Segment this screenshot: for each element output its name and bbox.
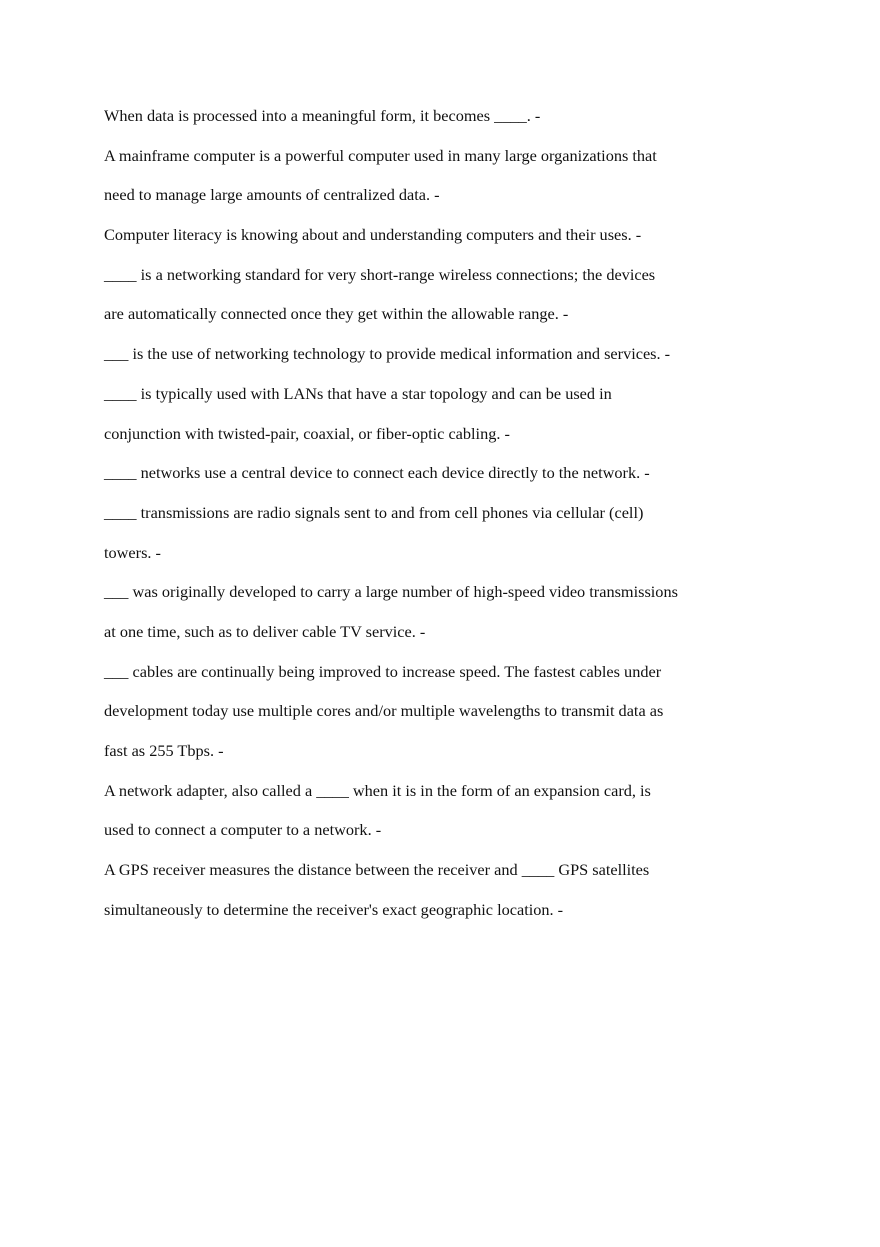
text-line: A network adapter, also called a ____ when it is in the form of an expansion card, is (104, 781, 651, 800)
text-line: When data is processed into a meaningful form, it becomes ____. - (104, 106, 541, 125)
text-line: are automatically connected once they get within the allowable range. - (104, 304, 569, 323)
text-line: ___ is the use of networking technology to provide medical information and services. - (104, 344, 671, 363)
text-line: need to manage large amounts of centralized data. - (104, 185, 440, 204)
text-line: ___ cables are continually being improved to increase speed. The fastest cables under (104, 662, 662, 681)
text-line: simultaneously to determine the receiver's exact geographic location. - (104, 900, 564, 919)
text-line: ___ was originally developed to carry a large number of high-speed video transmissions (104, 582, 678, 601)
text-line: ____ networks use a central device to connect each device directly to the network. - (104, 463, 650, 482)
text-line: ____ is typically used with LANs that have a star topology and can be used in (104, 384, 612, 403)
text-line: conjunction with twisted-pair, coaxial, or fiber-optic cabling. - (104, 424, 510, 443)
text-line: ____ transmissions are radio signals sent to and from cell phones via cellular (cell) (104, 503, 644, 522)
text-line: used to connect a computer to a network. - (104, 820, 382, 839)
text-line: A mainframe computer is a powerful computer used in many large organizations that (104, 146, 657, 165)
text-line: ____ is a networking standard for very short-range wireless connections; the devices (104, 265, 656, 284)
text-line: towers. - (104, 543, 161, 562)
text-line: Computer literacy is knowing about and understanding computers and their uses. - (104, 225, 642, 244)
text-line: development today use multiple cores and/or multiple wavelengths to transmit data as (104, 701, 664, 720)
text-line: at one time, such as to deliver cable TV service. - (104, 622, 426, 641)
text-line: fast as 255 Tbps. - (104, 741, 224, 760)
text-line: A GPS receiver measures the distance between the receiver and ____ GPS satellites (104, 860, 650, 879)
